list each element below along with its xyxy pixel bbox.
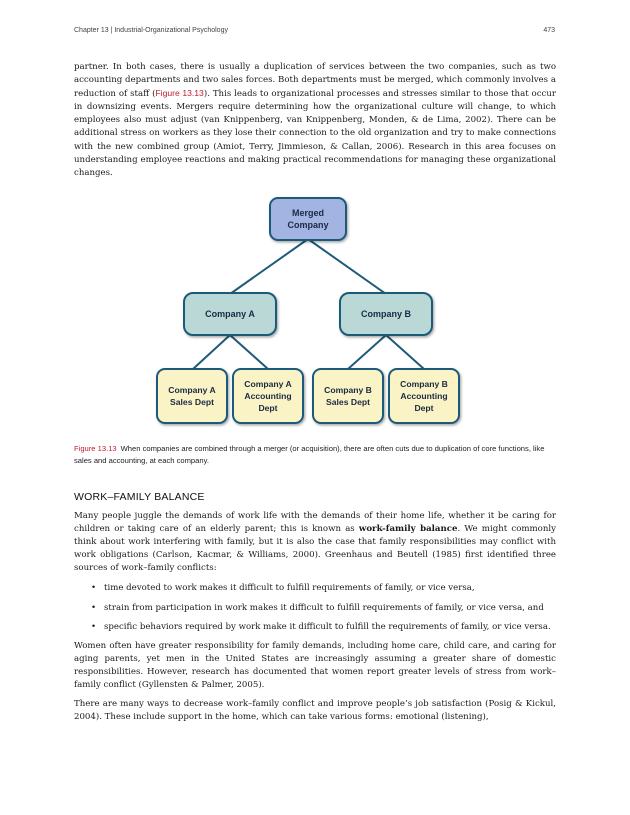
dept-label-line2: Accounting xyxy=(400,391,448,401)
connector-root-b xyxy=(308,239,386,294)
figure-caption xyxy=(74,443,556,466)
intro-text-end: ). This leads to organizational processes and stresses similar to those that occur in downsizing events. Mergers require determining how the organizational culture will change, to which employees also must adjust (van Knippenberg, van Knippenberg, Monden, & de Lima, 2002). There can be additional stress on workers as they lose their connection to the old organization and try to make connections with the new combined group (Amiot, Terry, Jimmieson, & Callan, 2006). Research in this area focuses on understanding employee reactions and making practical recommendations for managing these organizational changes. xyxy=(74,89,556,178)
conflict-sources-list xyxy=(74,582,556,633)
list-item: • time devoted to work makes it difficult to fulfill requirements of family, or vice versa, xyxy=(104,582,556,595)
node-dept-b-accounting xyxy=(389,369,459,423)
node-dept-b-sales xyxy=(313,369,383,423)
node-dept-a-sales xyxy=(157,369,227,423)
figure-link[interactable]: Figure 13.13 xyxy=(155,88,204,99)
node-merged-company xyxy=(270,198,346,240)
dept-label-line1: Company B xyxy=(324,385,372,395)
dept-label-line1: Company A xyxy=(168,385,216,395)
chapter-title: Chapter 13 | Industrial-Organizational Psychology xyxy=(74,27,228,34)
list-item: • strain from participation in work makes it difficult to fulfill requirements of family, or vice versa, and xyxy=(104,602,556,615)
dept-label-line3: Dept xyxy=(258,403,278,413)
dept-label-line2: Sales Dept xyxy=(170,397,214,407)
dept-label-line3: Dept xyxy=(414,403,434,413)
company-b-label: Company B xyxy=(360,309,412,319)
merged-line2: Company xyxy=(287,220,329,230)
paragraph-work-family xyxy=(74,510,556,575)
page-number: 473 xyxy=(543,27,555,34)
connector-b-sales xyxy=(348,335,386,369)
dept-label-line1: Company A xyxy=(244,379,292,389)
dept-label-line2: Accounting xyxy=(244,391,292,401)
paragraph-women-stress: Women often have greater responsibility for family demands, including home care, child care, and caring for aging parents, yet men in the United States are increasingly assuming a greater share of domestic responsibilities. However, research has documented that women report greater levels of stress from work–family conflict (Gyllensten & Palmer, 2005). xyxy=(74,640,556,691)
caption-text: When companies are combined through a merger (or acquisition), there are often cuts due to duplication of core functions, like sales and accounting, at each company. xyxy=(74,444,545,465)
node-company-b xyxy=(340,293,432,335)
intro-paragraph xyxy=(74,61,556,180)
intro-text-start: partner. In both cases, there is usually a duplication of services between the two companies, such as two accounting departments and two sales forces. Both departments must be merged, which commonly involves a reduction of staff ( xyxy=(74,62,556,100)
node-dept-a-accounting xyxy=(233,369,303,423)
connector-b-accounting xyxy=(386,335,424,369)
p1-text-start: Many people juggle the demands of work life with the demands of their home life, whether it be caring for children or taking care of an elderly parent; this is known as xyxy=(74,511,556,535)
dept-label-line1: Company B xyxy=(400,379,448,389)
intro-section xyxy=(74,61,556,180)
p1-text-end: . We might commonly think about work interfering with family, but it is also the case that family responsibilities may conflict with work obligations (Carlson, Kacmar, & Williams, 2000). Greenhaus and Beutell (1985) first identified three sources of work–family conflicts: xyxy=(74,524,556,574)
dept-label-line2: Sales Dept xyxy=(326,397,370,407)
running-header xyxy=(74,27,555,34)
connector-a-sales xyxy=(193,335,230,369)
section-heading: WORK–FAMILY BALANCE xyxy=(74,491,205,503)
key-term: work-family balance xyxy=(358,524,458,535)
list-item: • specific behaviors required by work make it difficult to fulfill the requirements of family, or vice versa. xyxy=(104,621,556,634)
work-family-section xyxy=(74,510,556,724)
merger-diagram xyxy=(150,192,480,437)
company-a-label: Company A xyxy=(205,309,255,319)
paragraph-decrease-conflict: There are many ways to decrease work–family conflict and improve people’s job satisfaction (Posig & Kickul, 2004). These include support in the home, which can take various forms: emotional (listening), xyxy=(74,699,556,723)
merged-line1: Merged xyxy=(291,208,325,218)
connector-root-a xyxy=(230,239,308,294)
node-company-a xyxy=(184,293,276,335)
caption-label: Figure 13.13 xyxy=(74,444,117,453)
connector-a-accounting xyxy=(230,335,268,369)
